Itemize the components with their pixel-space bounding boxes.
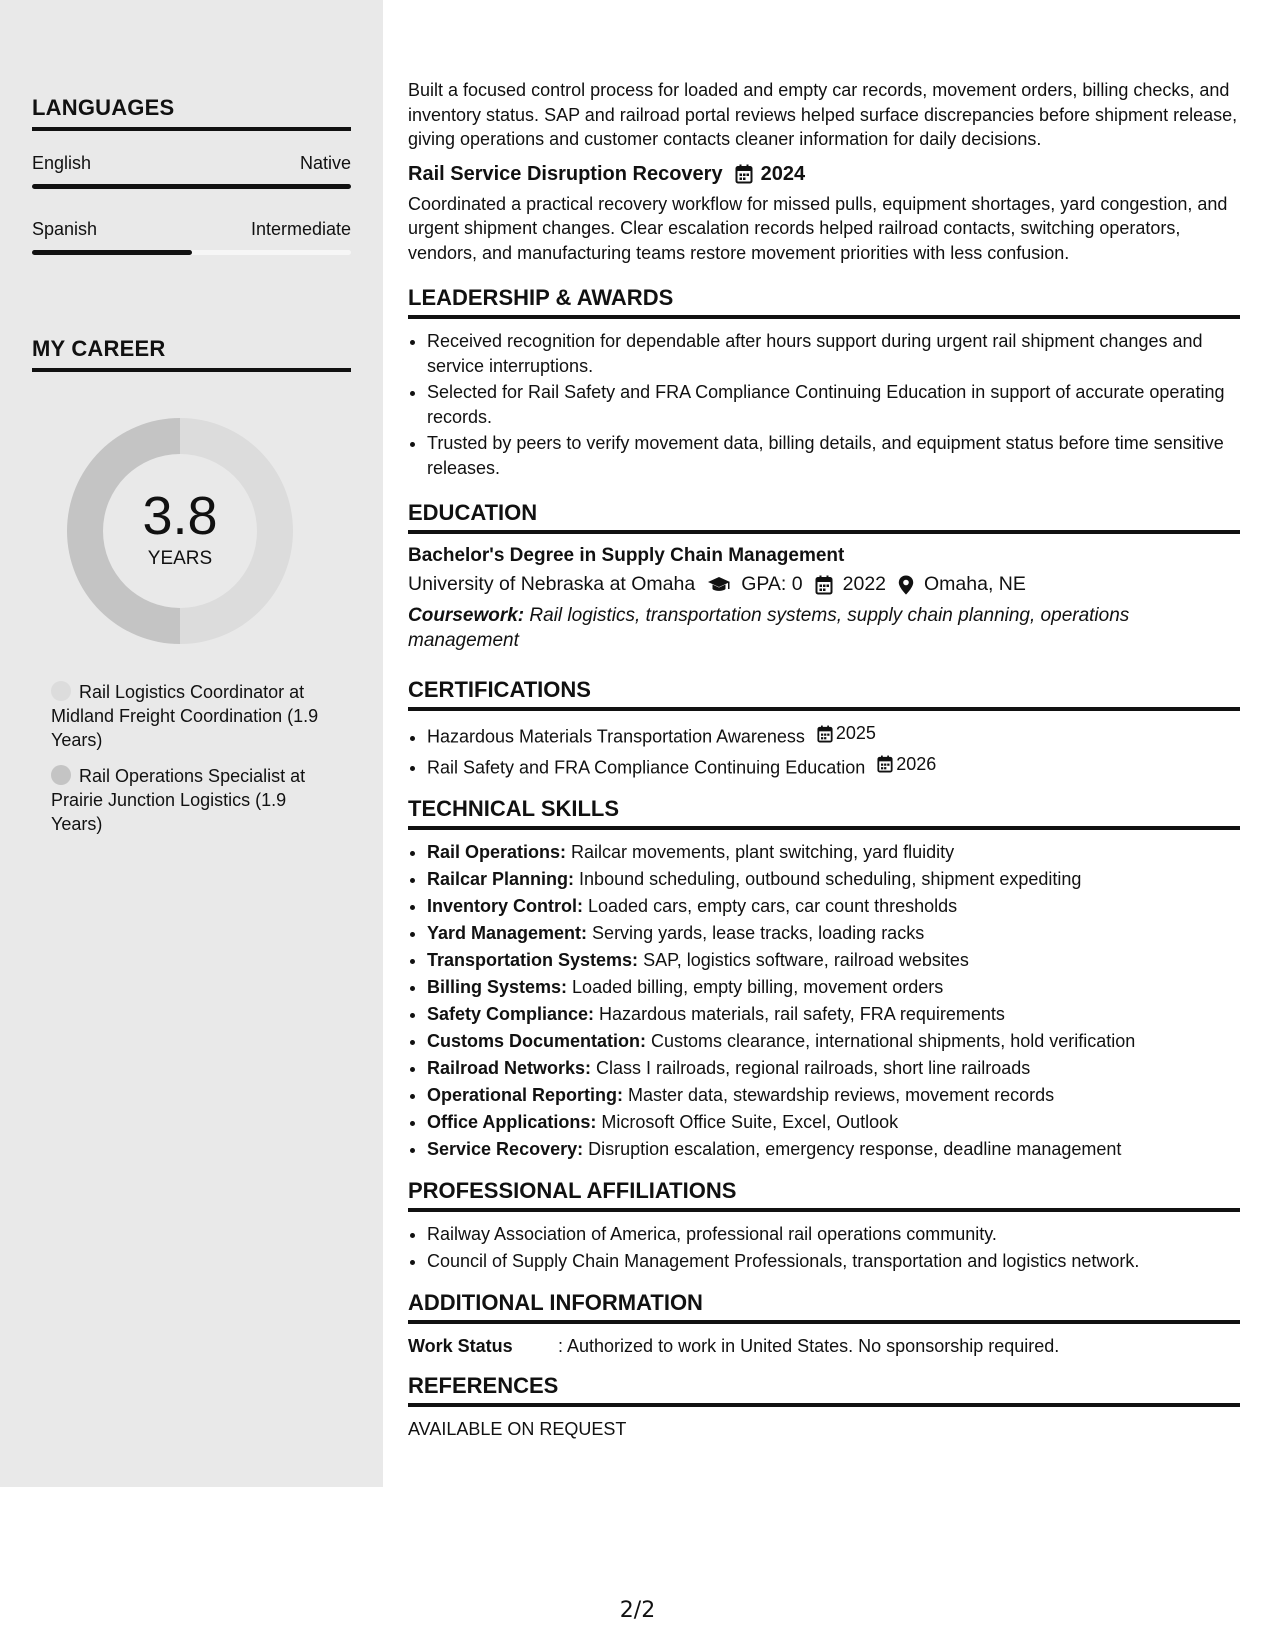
sidebar: [0, 0, 383, 1487]
certification-item: [427, 721, 1240, 750]
list-item: • Trusted by peers to verify movement data, billing details, and equipment status before time sensitive releases.: [427, 431, 1240, 480]
calendar-icon: [817, 725, 836, 743]
skill-value: Railcar movements, plant switching, yard fluidity: [566, 842, 955, 862]
skill-value: Class I railroads, regional railroads, short line railroads: [591, 1058, 1031, 1078]
career-heading: MY CAREER: [32, 336, 351, 372]
career-donut-chart: [67, 418, 293, 644]
skill-item: [427, 921, 1240, 946]
language-item: [32, 153, 351, 189]
skills-heading: TECHNICAL SKILLS: [408, 796, 1240, 830]
career-item-text: Rail Operations Specialist at Prairie Junction Logistics (1.9 Years): [51, 766, 306, 834]
skill-value: SAP, logistics software, railroad websites: [638, 950, 969, 970]
skill-value: Serving yards, lease tracks, loading racks: [587, 923, 925, 943]
education-school: University of Nebraska at Omaha: [408, 573, 696, 595]
career-total-value: 3.8: [142, 486, 218, 546]
project-title: Rail Service Disruption Recovery: [408, 162, 723, 185]
skill-value: Loaded billing, empty billing, movement orders: [567, 977, 944, 997]
project-description: Coordinated a practical recovery workflow for missed pulls, equipment shortages, yard congestion, and urgent shipment changes. Clear escalation records helped railroad contacts, switching operators, vendors, and manufacturing teams restore movement priorities with less confusion.: [408, 193, 1228, 263]
language-name: English: [32, 153, 92, 173]
certification-name: Hazardous Materials Transportation Awareness: [427, 726, 805, 747]
skill-label: Office Applications:: [427, 1112, 597, 1132]
calendar-icon: [815, 575, 833, 595]
skill-value: Inbound scheduling, outbound scheduling, shipment expediting: [574, 869, 1082, 889]
career-section: [32, 336, 351, 836]
skill-item: [427, 1137, 1240, 1162]
skill-label: Safety Compliance:: [427, 1004, 595, 1024]
language-item: [32, 219, 351, 255]
skill-value: Loaded cars, empty cars, car count thresholds: [583, 896, 958, 916]
education-details: [408, 573, 1240, 596]
affiliations-list: [408, 1222, 1240, 1274]
skill-label: Customs Documentation:: [427, 1031, 647, 1051]
references-heading: REFERENCES: [408, 1373, 1240, 1407]
graduation-cap-icon: [707, 576, 731, 594]
language-level: Intermediate: [250, 219, 351, 239]
list-item: • Council of Supply Chain Management Professionals, transportation and logistics network.: [427, 1249, 1240, 1274]
language-proficiency-bar: [32, 250, 351, 255]
leadership-heading: LEADERSHIP & AWARDS: [408, 285, 1240, 319]
skill-label: Railroad Networks:: [427, 1058, 592, 1078]
skill-label: Billing Systems:: [427, 977, 568, 997]
skill-item: [427, 1029, 1240, 1054]
work-status-value: : Authorized to work in United States. No sponsorship required.: [558, 1336, 1060, 1356]
language-proficiency-fill: [32, 184, 351, 189]
skill-item: [427, 1083, 1240, 1108]
skill-label: Yard Management:: [427, 923, 588, 943]
affiliations-heading: PROFESSIONAL AFFILIATIONS: [408, 1178, 1240, 1212]
skill-label: Railcar Planning:: [427, 869, 575, 889]
education-heading: EDUCATION: [408, 500, 1240, 534]
certification-name: Rail Safety and FRA Compliance Continuing Education: [427, 757, 866, 777]
certification-year: 2025: [835, 723, 876, 743]
skill-item: [427, 975, 1240, 1000]
career-legend-dot: [51, 765, 71, 785]
skill-item: [427, 1110, 1240, 1135]
coursework-label: Coursework:: [408, 605, 525, 626]
education-coursework: [408, 603, 1240, 653]
leadership-list: [408, 329, 1240, 480]
skill-value: Hazardous materials, rail safety, FRA requirements: [594, 1004, 1005, 1024]
education-location: Omaha, NE: [924, 573, 1026, 595]
languages-section: [32, 95, 351, 255]
career-item: [51, 680, 341, 752]
skill-item: [427, 948, 1240, 973]
work-status-label: Work Status: [408, 1336, 513, 1356]
career-total: [67, 418, 293, 644]
skill-label: Inventory Control:: [427, 896, 583, 916]
experience-description: Built a focused control process for loaded and empty car records, movement orders, billing checks, and inventory status. SAP and railroad portal reviews helped surface discrepancies before shipment release, giving operations and customer contacts cleaner information for daily decisions.: [408, 80, 1238, 149]
career-legend-dot: [51, 681, 71, 701]
career-list: [32, 680, 351, 836]
education-gpa: GPA: 0: [741, 573, 803, 595]
language-name: Spanish: [32, 219, 98, 239]
map-pin-icon: [898, 575, 914, 595]
main-content: [408, 78, 1240, 1440]
languages-heading: LANGUAGES: [32, 95, 351, 131]
page-number: 2/2: [619, 1598, 656, 1623]
work-status-row: [408, 1336, 1240, 1357]
additional-info-heading: ADDITIONAL INFORMATION: [408, 1290, 1240, 1324]
list-item: • Railway Association of America, professional rail operations community.: [427, 1222, 1240, 1247]
skill-item: [427, 1002, 1240, 1027]
certification-year: 2026: [896, 753, 937, 774]
skill-item: [427, 867, 1240, 892]
skill-label: Transportation Systems:: [427, 950, 639, 970]
language-list: [32, 153, 351, 255]
language-level: Native: [299, 153, 351, 173]
skill-item: [427, 894, 1240, 919]
certifications-heading: CERTIFICATIONS: [408, 677, 1240, 711]
education-year: 2022: [842, 573, 887, 595]
certification-item: [427, 752, 1240, 781]
project-header: [408, 163, 1240, 186]
career-item-text: Rail Logistics Coordinator at Midland Freight Coordination (1.9 Years): [51, 682, 319, 750]
skill-label: Rail Operations:: [427, 842, 567, 862]
coursework-text: Rail logistics, transportation systems, supply chain planning, operations management: [408, 605, 1130, 651]
calendar-icon: [877, 755, 896, 773]
skill-value: Microsoft Office Suite, Excel, Outlook: [596, 1112, 899, 1132]
calendar-icon: [735, 164, 753, 184]
list-item: • Received recognition for dependable after hours support during urgent rail shipment changes and service interruptions.: [427, 329, 1240, 378]
skill-value: Customs clearance, international shipments, hold verification: [646, 1031, 1136, 1051]
skills-list: [408, 840, 1240, 1162]
skill-value: Master data, stewardship reviews, movement records: [623, 1085, 1055, 1105]
certifications-list: [408, 721, 1240, 780]
language-proficiency-fill: [32, 250, 192, 255]
career-item: [51, 764, 341, 836]
career-total-unit: YEARS: [147, 548, 213, 569]
skill-label: Service Recovery:: [427, 1139, 584, 1159]
references-text: AVAILABLE ON REQUEST: [408, 1419, 627, 1439]
skill-label: Operational Reporting:: [427, 1085, 624, 1105]
skill-value: Disruption escalation, emergency response, deadline management: [583, 1139, 1122, 1159]
list-item: • Selected for Rail Safety and FRA Compliance Continuing Education in support of accurate operating records.: [427, 380, 1240, 429]
skill-item: [427, 1056, 1240, 1081]
skill-item: [427, 840, 1240, 865]
project-year: 2024: [760, 162, 806, 185]
education-degree: Bachelor's Degree in Supply Chain Management: [408, 545, 845, 566]
language-proficiency-bar: [32, 184, 351, 189]
